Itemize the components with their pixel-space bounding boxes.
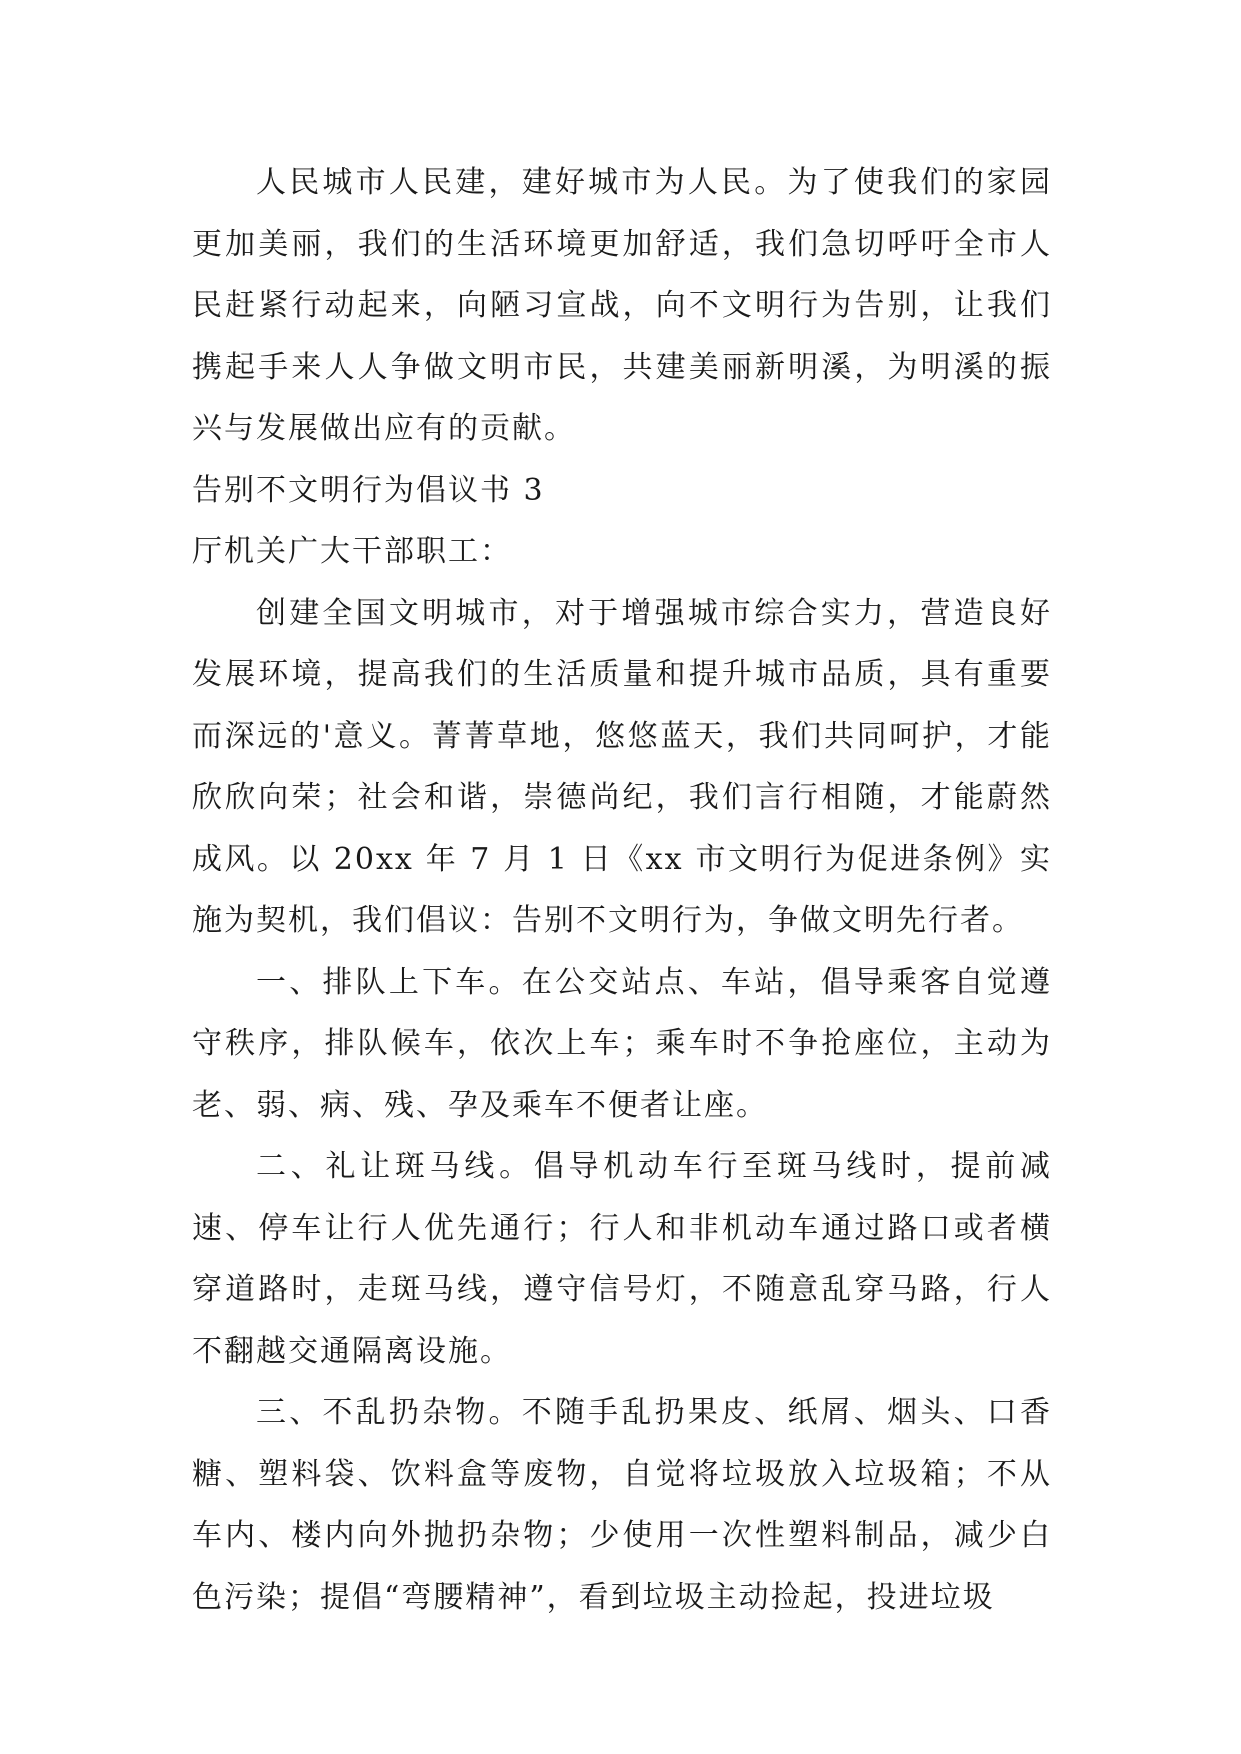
document-page — [192, 152, 1052, 1628]
body-paragraph: 一、排队上下车。在公交站点、车站，倡导乘客自觉遵守秩序，排队候车，依次上车；乘车时不争抢座位，主动为老、弱、病、残、孕及乘车不便者让座。 — [192, 964, 1052, 1123]
salutation: 厅机关广大干部职工： — [192, 534, 512, 569]
body-paragraph: 二、礼让斑马线。倡导机动车行至斑马线时，提前减速、停车让行人优先通行；行人和非机动车通过路口或者横穿道路时，走斑马线，遵守信号灯，不随意乱穿马路，行人不翻越交通隔离设施。 — [192, 1149, 1052, 1369]
section-title: 告别不文明行为倡议书 3 — [192, 472, 545, 508]
body-paragraph: 人民城市人民建，建好城市为人民。为了使我们的家园更加美丽，我们的生活环境更加舒适，我们急切呼吁全市人民赶紧行动起来，向陋习宣战，向不文明行为告别，让我们携起手来人人争做文明市民，共建美丽新明溪，为明溪的振兴与发展做出应有的贡献。 — [192, 165, 1052, 446]
body-paragraph: 创建全国文明城市，对于增强城市综合实力，营造良好发展环境，提高我们的生活质量和提升城市品质，具有重要而深远的'意义。菁菁草地，悠悠蓝天，我们共同呵护，才能欣欣向荣；社会和谐，崇德尚纪，我们言行相随，才能蔚然成风。以 20xx 年 7 月 1 日《xx 市文明行为促进条例》实施为契机，我们倡议：告别不文明行为，争做文明先行者。 — [192, 595, 1052, 938]
body-paragraph: 三、不乱扔杂物。不随手乱扔果皮、纸屑、烟头、口香糖、塑料袋、饮料盒等废物，自觉将垃圾放入垃圾箱；不从车内、楼内向外抛扔杂物；少使用一次性塑料制品，减少白色污染；提倡“弯腰精神”，看到垃圾主动捡起，投进垃圾 — [192, 1395, 1052, 1615]
